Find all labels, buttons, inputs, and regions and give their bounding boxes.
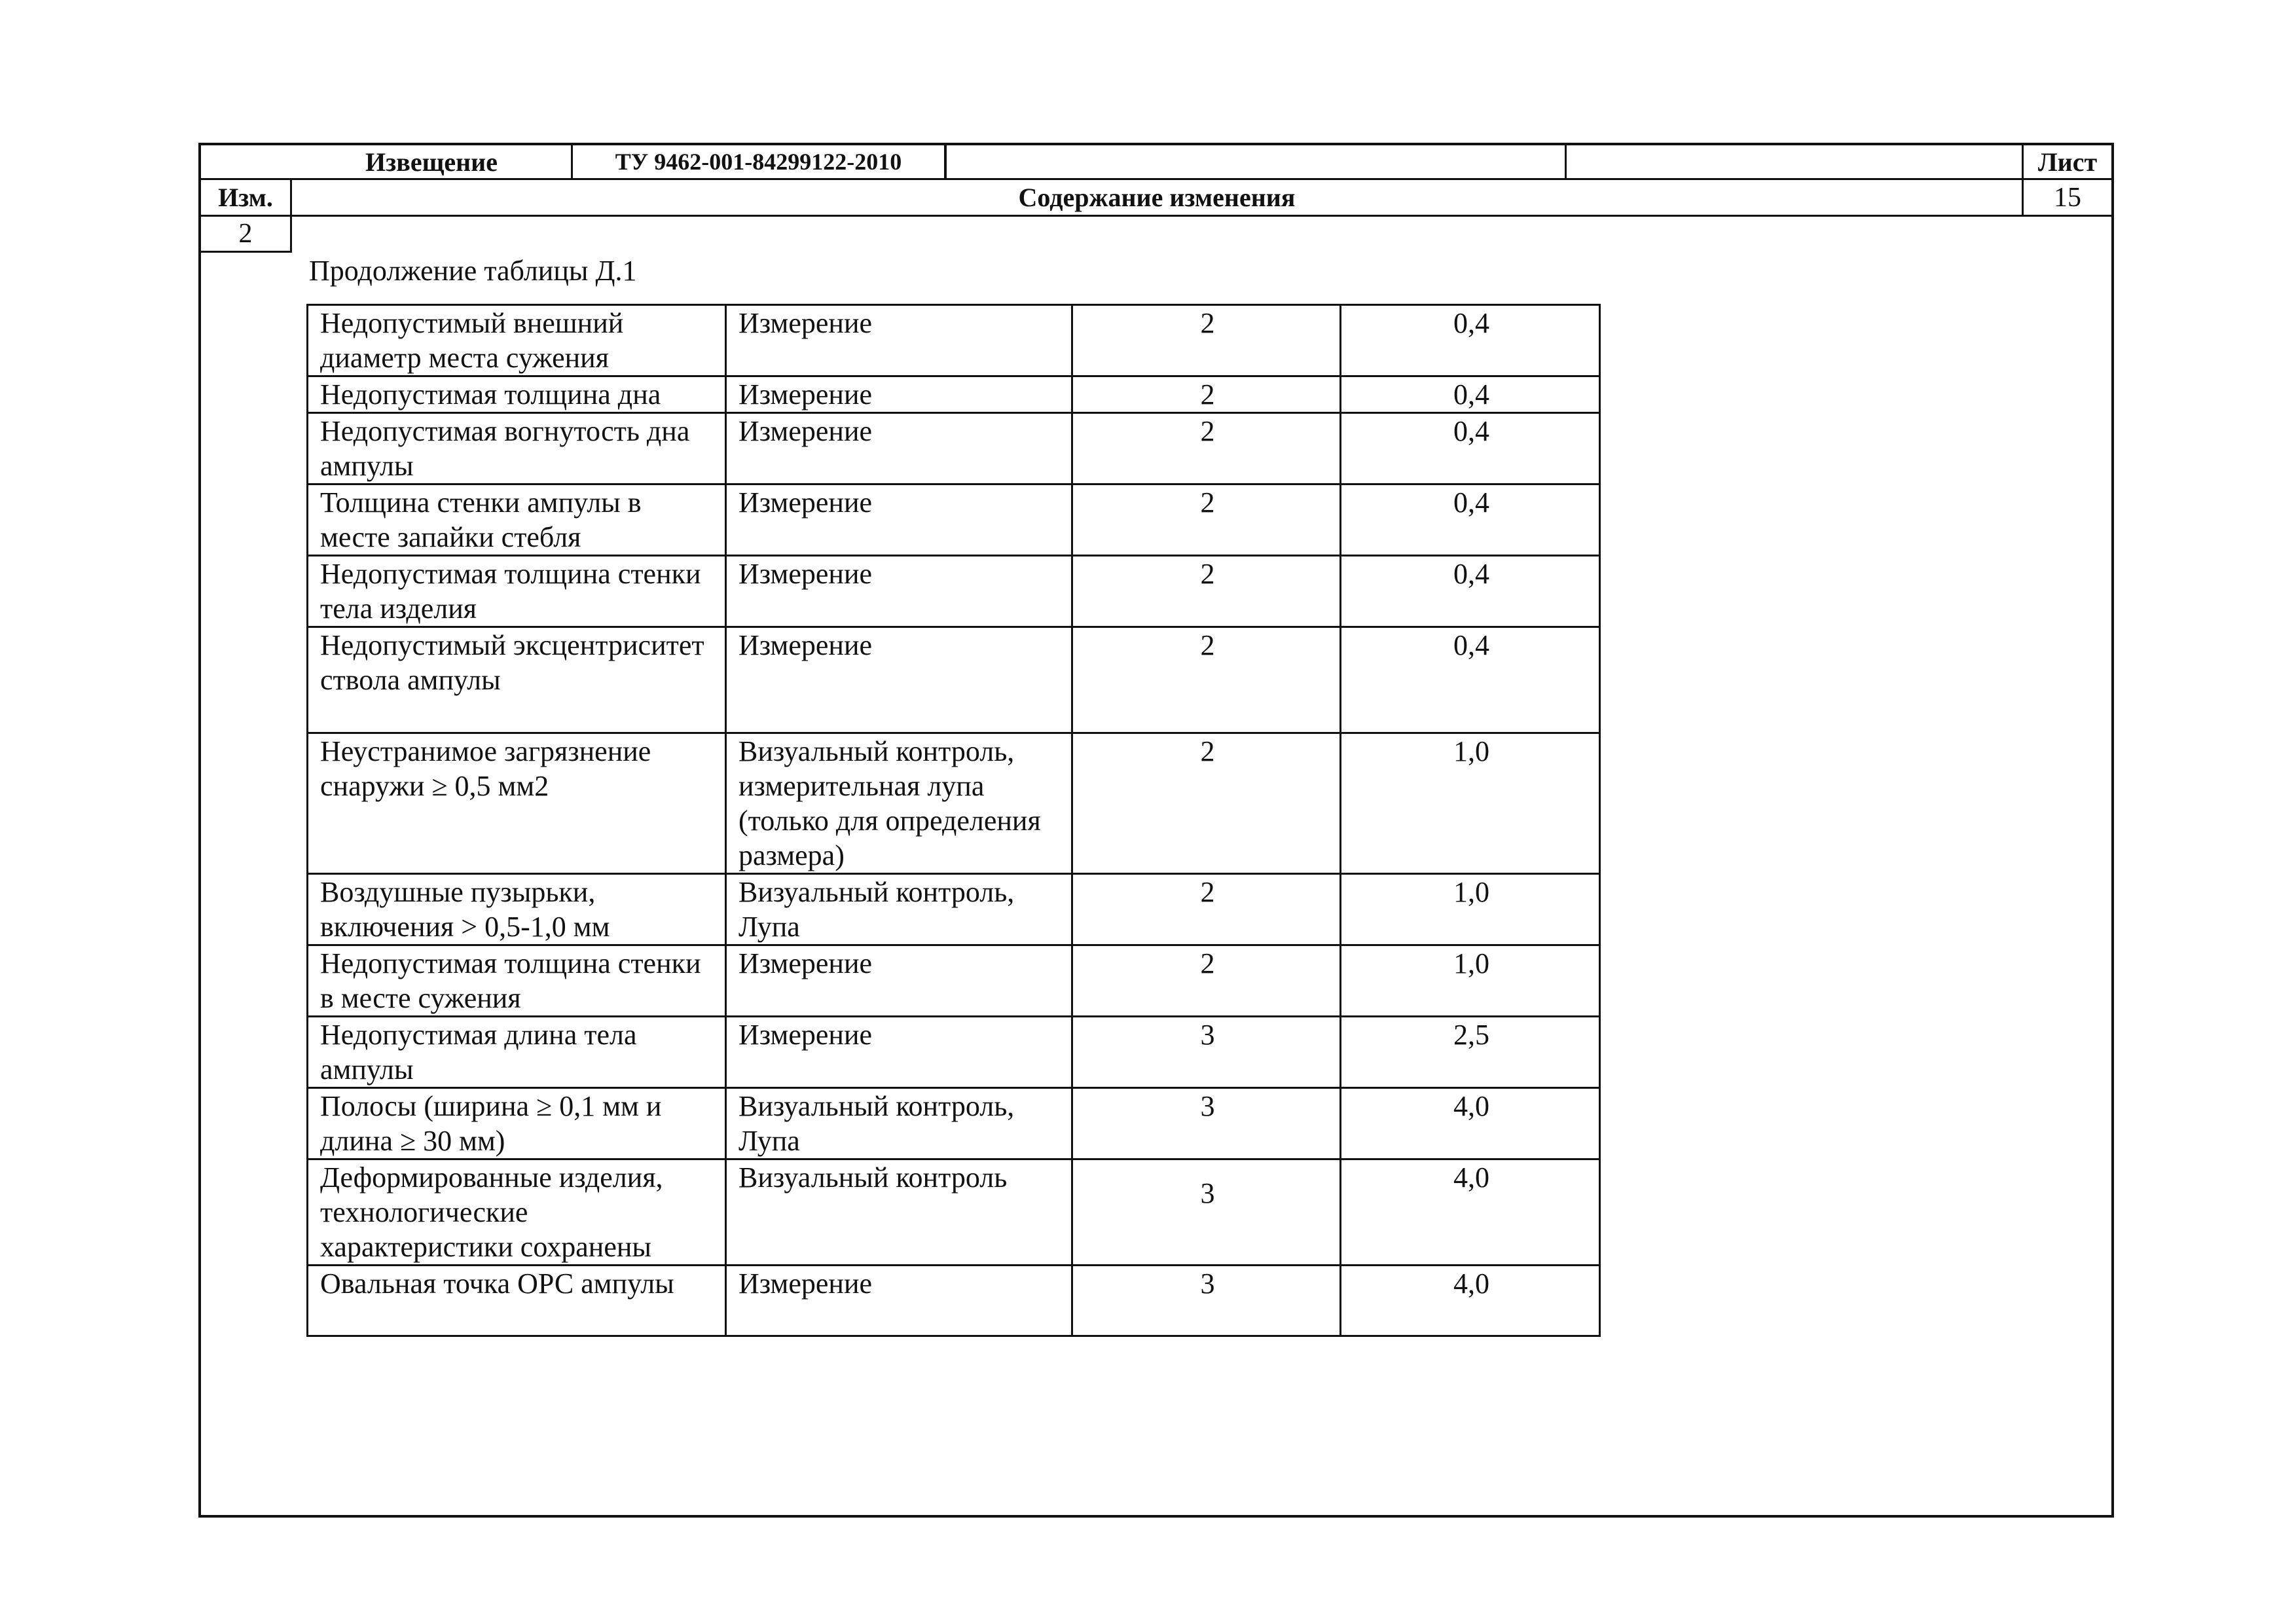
defect-name: Недопустимая длина тела ампулы	[308, 1017, 726, 1088]
table-row	[308, 1088, 1600, 1159]
inspection-level: 2	[1072, 556, 1341, 627]
defect-name: Овальная точка ОРС ампулы	[308, 1266, 726, 1336]
inspection-level: 2	[1072, 874, 1341, 945]
change-label: Изм.	[218, 183, 273, 212]
inspection-method: Визуальный контроль, Лупа	[726, 1088, 1072, 1159]
aql-value: 4,0	[1341, 1088, 1600, 1159]
header-row2-bottom	[198, 215, 2114, 217]
aql-value: 4,0	[1341, 1159, 1600, 1266]
aql-value: 4,0	[1341, 1266, 1600, 1336]
inspection-level: 2	[1072, 413, 1341, 484]
table-caption: Продолжение таблицы Д.1	[309, 255, 637, 287]
aql-value: 1,0	[1341, 945, 1600, 1017]
inspection-method: Измерение	[726, 627, 1072, 733]
inspection-method: Измерение	[726, 376, 1072, 413]
table-row	[308, 305, 1600, 376]
inspection-method: Измерение	[726, 413, 1072, 484]
inspection-method: Визуальный контроль, измерительная лупа (только для определения размера)	[726, 733, 1072, 874]
inspection-method: Измерение	[726, 556, 1072, 627]
change-cell-bottom	[198, 251, 292, 253]
table-row	[308, 733, 1600, 874]
table-row	[308, 1266, 1600, 1336]
sheet-number: 15	[2054, 182, 2081, 213]
defect-name: Воздушные пузырьки, включения > 0,5-1,0 мм	[308, 874, 726, 945]
table-row	[308, 1159, 1600, 1266]
aql-value: 1,0	[1341, 874, 1600, 945]
table-row	[308, 556, 1600, 627]
table-row	[308, 627, 1600, 733]
inspection-level: 3	[1072, 1266, 1341, 1336]
inspection-level: 2	[1072, 733, 1341, 874]
change-content-label: Содержание изменения	[1018, 183, 1296, 212]
table-row	[308, 413, 1600, 484]
inspection-method: Измерение	[726, 1266, 1072, 1336]
notice-label: Извещение	[365, 147, 498, 177]
sheet-label: Лист	[2037, 147, 2098, 177]
table-row	[308, 484, 1600, 556]
defect-name: Полосы (ширина ≥ 0,1 мм и длина ≥ 30 мм)	[308, 1088, 726, 1159]
inspection-level: 2	[1072, 376, 1341, 413]
inspection-level: 2	[1072, 484, 1341, 556]
defect-name: Недопустимый внешний диаметр места сужения	[308, 305, 726, 376]
aql-value: 0,4	[1341, 627, 1600, 733]
code-col-divider	[944, 143, 947, 180]
defects-table	[306, 304, 1601, 1337]
inspection-method: Измерение	[726, 484, 1072, 556]
defect-name: Недопустимая толщина стенки тела изделия	[308, 556, 726, 627]
defect-name: Толщина стенки ампулы в месте запайки стебля	[308, 484, 726, 556]
inspection-level: 2	[1072, 627, 1341, 733]
blank-col-divider	[1565, 143, 1567, 180]
defect-name: Неустранимое загрязнение снаружи ≥ 0,5 мм2	[308, 733, 726, 874]
table-row	[308, 945, 1600, 1017]
defect-name: Недопустимая толщина дна	[308, 376, 726, 413]
change-number: 2	[238, 219, 253, 249]
aql-value: 1,0	[1341, 733, 1600, 874]
aql-value: 0,4	[1341, 556, 1600, 627]
inspection-method: Визуальный контроль, Лупа	[726, 874, 1072, 945]
aql-value: 0,4	[1341, 305, 1600, 376]
table-row	[308, 376, 1600, 413]
inspection-method: Визуальный контроль	[726, 1159, 1072, 1266]
defect-name: Недопустимый эксцентриситет ствола ампулы	[308, 627, 726, 733]
aql-value: 0,4	[1341, 376, 1600, 413]
inspection-level: 3	[1072, 1088, 1341, 1159]
table-row	[308, 1017, 1600, 1088]
table-row	[308, 874, 1600, 945]
document-code: ТУ 9462-001-84299122-2010	[615, 149, 902, 175]
defect-name: Недопустимая толщина стенки в месте сужения	[308, 945, 726, 1017]
defect-name: Деформированные изделия, технологические характеристики сохранены	[308, 1159, 726, 1266]
inspection-level: 2	[1072, 945, 1341, 1017]
inspection-level: 2	[1072, 305, 1341, 376]
inspection-level: 3	[1072, 1017, 1341, 1088]
inspection-method: Измерение	[726, 305, 1072, 376]
aql-value: 0,4	[1341, 484, 1600, 556]
inspection-method: Измерение	[726, 1017, 1072, 1088]
inspection-method: Измерение	[726, 945, 1072, 1017]
aql-value: 2,5	[1341, 1017, 1600, 1088]
defect-name: Недопустимая вогнутость дна ампулы	[308, 413, 726, 484]
inspection-level: 3	[1072, 1159, 1341, 1266]
aql-value: 0,4	[1341, 413, 1600, 484]
